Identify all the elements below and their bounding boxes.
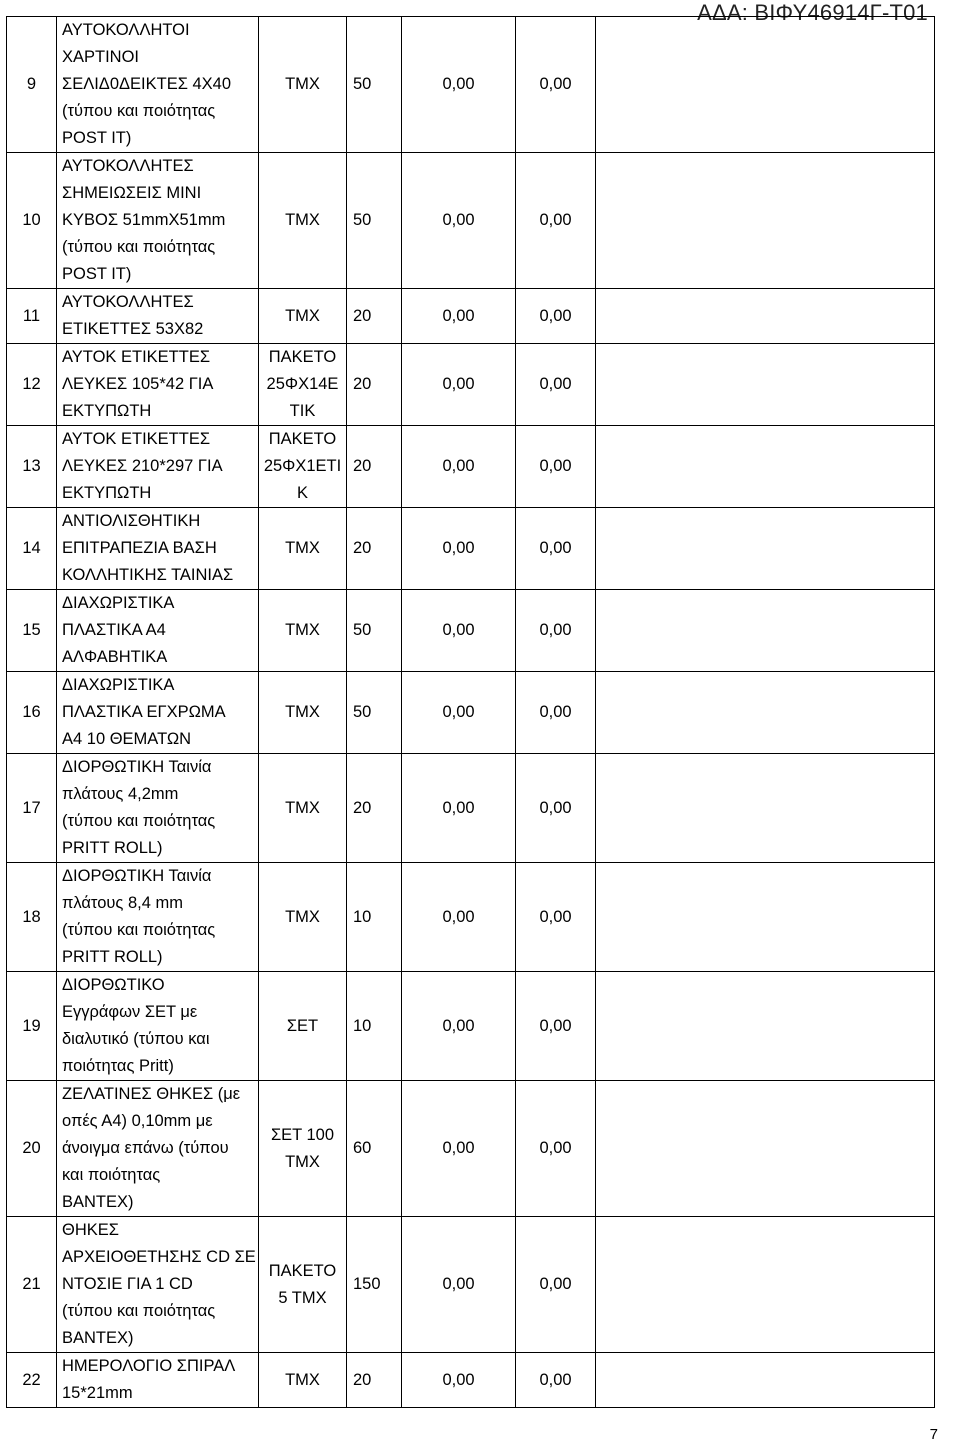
empty-cell	[596, 289, 935, 344]
table-row	[7, 972, 935, 1081]
item-description: ΔΙΟΡΘΩΤΙΚΗ Ταινία πλάτους 4,2mm (τύπου και ποιότητας PRITT ROLL)	[57, 754, 259, 863]
item-total: 0,00	[516, 590, 596, 672]
item-total: 0,00	[516, 1217, 596, 1353]
item-quantity: 150	[347, 1217, 402, 1353]
table-row	[7, 17, 935, 153]
item-unit-price: 0,00	[402, 1081, 516, 1217]
empty-cell	[596, 1217, 935, 1353]
empty-cell	[596, 972, 935, 1081]
item-total: 0,00	[516, 863, 596, 972]
item-unit: ΤΜΧ	[259, 1353, 347, 1408]
empty-cell	[596, 863, 935, 972]
item-unit-price: 0,00	[402, 672, 516, 754]
empty-cell	[596, 672, 935, 754]
item-quantity: 50	[347, 590, 402, 672]
item-unit: ΤΜΧ	[259, 863, 347, 972]
item-unit: ΤΜΧ	[259, 17, 347, 153]
table-row	[7, 344, 935, 426]
item-total: 0,00	[516, 153, 596, 289]
item-unit: ΤΜΧ	[259, 153, 347, 289]
empty-cell	[596, 17, 935, 153]
item-unit-price: 0,00	[402, 972, 516, 1081]
item-total: 0,00	[516, 754, 596, 863]
row-number: 16	[7, 672, 57, 754]
table-row	[7, 289, 935, 344]
item-unit-price: 0,00	[402, 863, 516, 972]
table-row	[7, 1353, 935, 1408]
row-number: 10	[7, 153, 57, 289]
row-number: 12	[7, 344, 57, 426]
empty-cell	[596, 344, 935, 426]
item-description: ΑΥΤΟΚΟΛΛΗΤΟΙ ΧΑΡΤΙΝΟΙ ΣΕΛΙΔ0ΔΕΙΚΤΕΣ 4Χ40 (τύπου και ποιότητας POST IT)	[57, 17, 259, 153]
table-row	[7, 153, 935, 289]
item-unit-price: 0,00	[402, 17, 516, 153]
item-description: ΗΜΕΡΟΛΟΓΙΟ ΣΠΙΡΑΛ 15*21mm	[57, 1353, 259, 1408]
item-quantity: 20	[347, 508, 402, 590]
item-quantity: 50	[347, 17, 402, 153]
item-unit-price: 0,00	[402, 344, 516, 426]
item-quantity: 20	[347, 289, 402, 344]
row-number: 11	[7, 289, 57, 344]
item-quantity: 10	[347, 863, 402, 972]
empty-cell	[596, 426, 935, 508]
row-number: 20	[7, 1081, 57, 1217]
item-total: 0,00	[516, 344, 596, 426]
item-unit: ΤΜΧ	[259, 289, 347, 344]
row-number: 17	[7, 754, 57, 863]
row-number: 15	[7, 590, 57, 672]
item-unit: ΤΜΧ	[259, 672, 347, 754]
item-quantity: 20	[347, 344, 402, 426]
item-unit-price: 0,00	[402, 1353, 516, 1408]
table-row	[7, 1217, 935, 1353]
item-description: ΔΙΟΡΘΩΤΙΚΟ Εγγράφων ΣΕΤ με διαλυτικό (τύπου και ποιότητας Pritt)	[57, 972, 259, 1081]
row-number: 13	[7, 426, 57, 508]
item-total: 0,00	[516, 972, 596, 1081]
page-number: 7	[929, 1426, 938, 1443]
item-unit: ΠΑΚΕΤΟ 25ΦΧ1ΕΤΙ Κ	[259, 426, 347, 508]
table-row	[7, 426, 935, 508]
item-description: ΔΙΑΧΩΡΙΣΤΙΚΑ ΠΛΑΣΤΙΚΑ ΕΓΧΡΩΜΑ Α4 10 ΘΕΜΑΤΩΝ	[57, 672, 259, 754]
item-total: 0,00	[516, 426, 596, 508]
item-unit-price: 0,00	[402, 590, 516, 672]
table-row	[7, 672, 935, 754]
item-unit-price: 0,00	[402, 153, 516, 289]
empty-cell	[596, 1353, 935, 1408]
item-unit-price: 0,00	[402, 289, 516, 344]
empty-cell	[596, 590, 935, 672]
item-unit-price: 0,00	[402, 508, 516, 590]
row-number: 18	[7, 863, 57, 972]
item-description: ΔΙΟΡΘΩΤΙΚΗ Ταινία πλάτους 8,4 mm (τύπου και ποιότητας PRITT ROLL)	[57, 863, 259, 972]
item-quantity: 60	[347, 1081, 402, 1217]
item-description: ΔΙΑΧΩΡΙΣΤΙΚΑ ΠΛΑΣΤΙΚΑ Α4 ΑΛΦΑΒΗΤΙΚΑ	[57, 590, 259, 672]
item-quantity: 50	[347, 672, 402, 754]
empty-cell	[596, 754, 935, 863]
item-total: 0,00	[516, 508, 596, 590]
row-number: 14	[7, 508, 57, 590]
item-quantity: 50	[347, 153, 402, 289]
empty-cell	[596, 153, 935, 289]
item-total: 0,00	[516, 1081, 596, 1217]
item-quantity: 20	[347, 426, 402, 508]
ada-code: ΑΔΑ: ΒΙΦΥ46914Γ-Τ01	[697, 0, 928, 25]
item-unit: ΠΑΚΕΤΟ 5 ΤΜΧ	[259, 1217, 347, 1353]
item-total: 0,00	[516, 1353, 596, 1408]
item-unit: ΤΜΧ	[259, 754, 347, 863]
item-total: 0,00	[516, 672, 596, 754]
item-unit: ΤΜΧ	[259, 590, 347, 672]
item-description: ΑΝΤΙΟΛΙΣΘΗΤΙΚΗ ΕΠΙΤΡΑΠΕΖΙΑ ΒΑΣΗ ΚΟΛΛΗΤΙΚΗΣ ΤΑΙΝΙΑΣ	[57, 508, 259, 590]
item-unit-price: 0,00	[402, 426, 516, 508]
item-description: ΑΥΤΟΚ ΕΤΙΚΕΤΤΕΣ ΛΕΥΚΕΣ 105*42 ΓΙΑ ΕΚΤΥΠΩΤΗ	[57, 344, 259, 426]
item-description: ΑΥΤΟΚΟΛΛΗΤΕΣ ΕΤΙΚΕΤΤΕΣ 53Χ82	[57, 289, 259, 344]
item-unit: ΤΜΧ	[259, 508, 347, 590]
table-row	[7, 508, 935, 590]
item-unit-price: 0,00	[402, 754, 516, 863]
row-number: 9	[7, 17, 57, 153]
item-quantity: 20	[347, 1353, 402, 1408]
item-unit: ΠΑΚΕΤΟ 25ΦΧ14Ε ΤΙΚ	[259, 344, 347, 426]
table-row	[7, 590, 935, 672]
table-row	[7, 863, 935, 972]
row-number: 19	[7, 972, 57, 1081]
item-description: ΘΗΚΕΣ ΑΡΧΕΙΟΘΕΤΗΣΗΣ CD ΣΕ ΝΤΟΣΙΕ ΓΙΑ 1 CD (τύπου και ποιότητας BANTEX)	[57, 1217, 259, 1353]
item-unit: ΣΕΤ 100 ΤΜΧ	[259, 1081, 347, 1217]
item-description: ΖΕΛΑΤΙΝΕΣ ΘΗΚΕΣ (με οπές Α4) 0,10mm με άνοιγμα επάνω (τύπου και ποιότητας BANTEX)	[57, 1081, 259, 1217]
item-unit-price: 0,00	[402, 1217, 516, 1353]
row-number: 21	[7, 1217, 57, 1353]
item-total: 0,00	[516, 289, 596, 344]
empty-cell	[596, 508, 935, 590]
item-description: ΑΥΤΟΚ ΕΤΙΚΕΤΤΕΣ ΛΕΥΚΕΣ 210*297 ΓΙΑ ΕΚΤΥΠΩΤΗ	[57, 426, 259, 508]
item-description: ΑΥΤΟΚΟΛΛΗΤΕΣ ΣΗΜΕΙΩΣΕΙΣ ΜΙΝΙ ΚΥΒΟΣ 51mmX51mm (τύπου και ποιότητας POST IT)	[57, 153, 259, 289]
item-quantity: 20	[347, 754, 402, 863]
table-row	[7, 754, 935, 863]
empty-cell	[596, 1081, 935, 1217]
row-number: 22	[7, 1353, 57, 1408]
items-table	[6, 16, 935, 1408]
item-unit: ΣΕΤ	[259, 972, 347, 1081]
item-quantity: 10	[347, 972, 402, 1081]
item-total: 0,00	[516, 17, 596, 153]
table-row	[7, 1081, 935, 1217]
